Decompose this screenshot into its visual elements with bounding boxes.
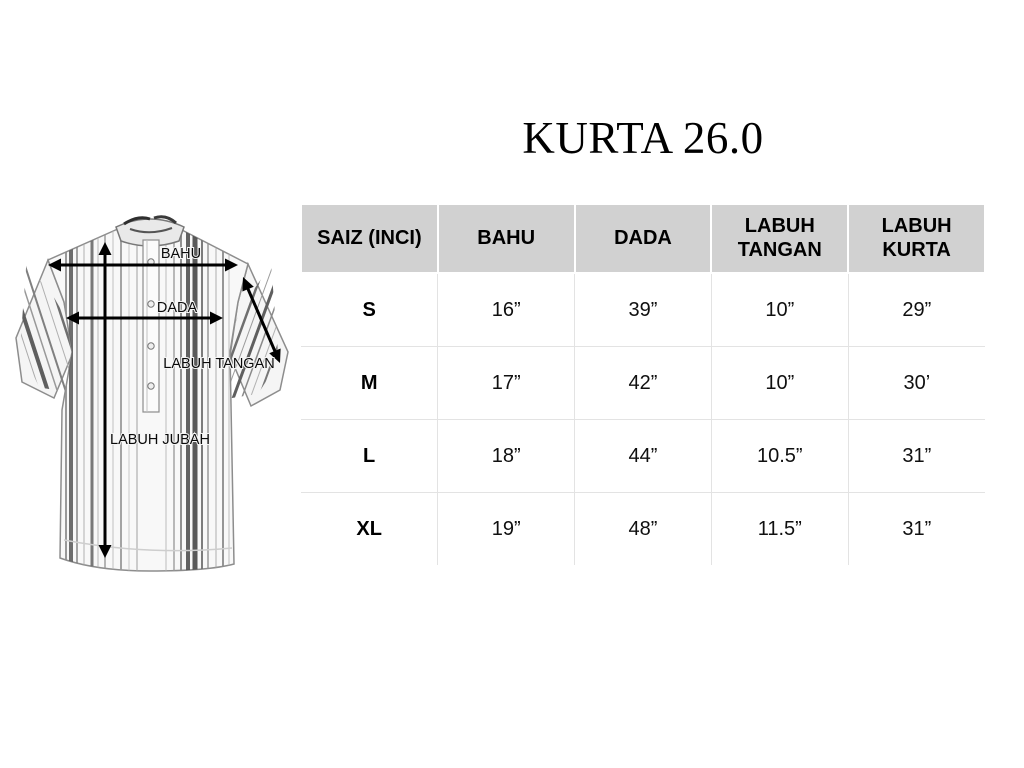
label-labuh-tangan: LABUH TANGAN (163, 356, 275, 372)
column-header-dada: DADA (575, 204, 712, 273)
cell-bahu: 19” (438, 493, 575, 566)
column-header-labuh-kurta: LABUH KURTA (848, 204, 985, 273)
table-row-m (301, 347, 985, 420)
cell-labuh-kurta: 31” (848, 420, 985, 493)
cell-dada: 39” (575, 273, 712, 347)
cell-labuh-tangan: 10” (711, 347, 848, 420)
cell-labuh-kurta: 29” (848, 273, 985, 347)
size-chart-table (300, 203, 986, 565)
cell-labuh-kurta: 31” (848, 493, 985, 566)
table-row-s (301, 273, 985, 347)
label-bahu: BAHU (160, 246, 202, 262)
cell-size: M (301, 347, 438, 420)
cell-labuh-tangan: 10.5” (711, 420, 848, 493)
cell-size: XL (301, 493, 438, 566)
column-header-bahu: BAHU (438, 204, 575, 273)
column-header-labuh-tangan: LABUH TANGAN (711, 204, 848, 273)
cell-bahu: 17” (438, 347, 575, 420)
page-title: KURTA 26.0 (522, 113, 764, 163)
cell-dada: 44” (575, 420, 712, 493)
cell-size: S (301, 273, 438, 347)
cell-dada: 42” (575, 347, 712, 420)
cell-dada: 48” (575, 493, 712, 566)
table-row-l (301, 420, 985, 493)
cell-size: L (301, 420, 438, 493)
kurta-measurement-diagram (8, 210, 300, 602)
label-labuh-jubah: LABUH JUBAH (110, 432, 210, 448)
header-row (301, 204, 985, 273)
cell-labuh-kurta: 30’ (848, 347, 985, 420)
cell-labuh-tangan: 11.5” (711, 493, 848, 566)
label-dada: DADA (156, 300, 198, 316)
cell-bahu: 16” (438, 273, 575, 347)
column-header-saiz: SAIZ (INCI) (301, 204, 438, 273)
table-row-xl (301, 493, 985, 566)
cell-labuh-tangan: 10” (711, 273, 848, 347)
cell-bahu: 18” (438, 420, 575, 493)
